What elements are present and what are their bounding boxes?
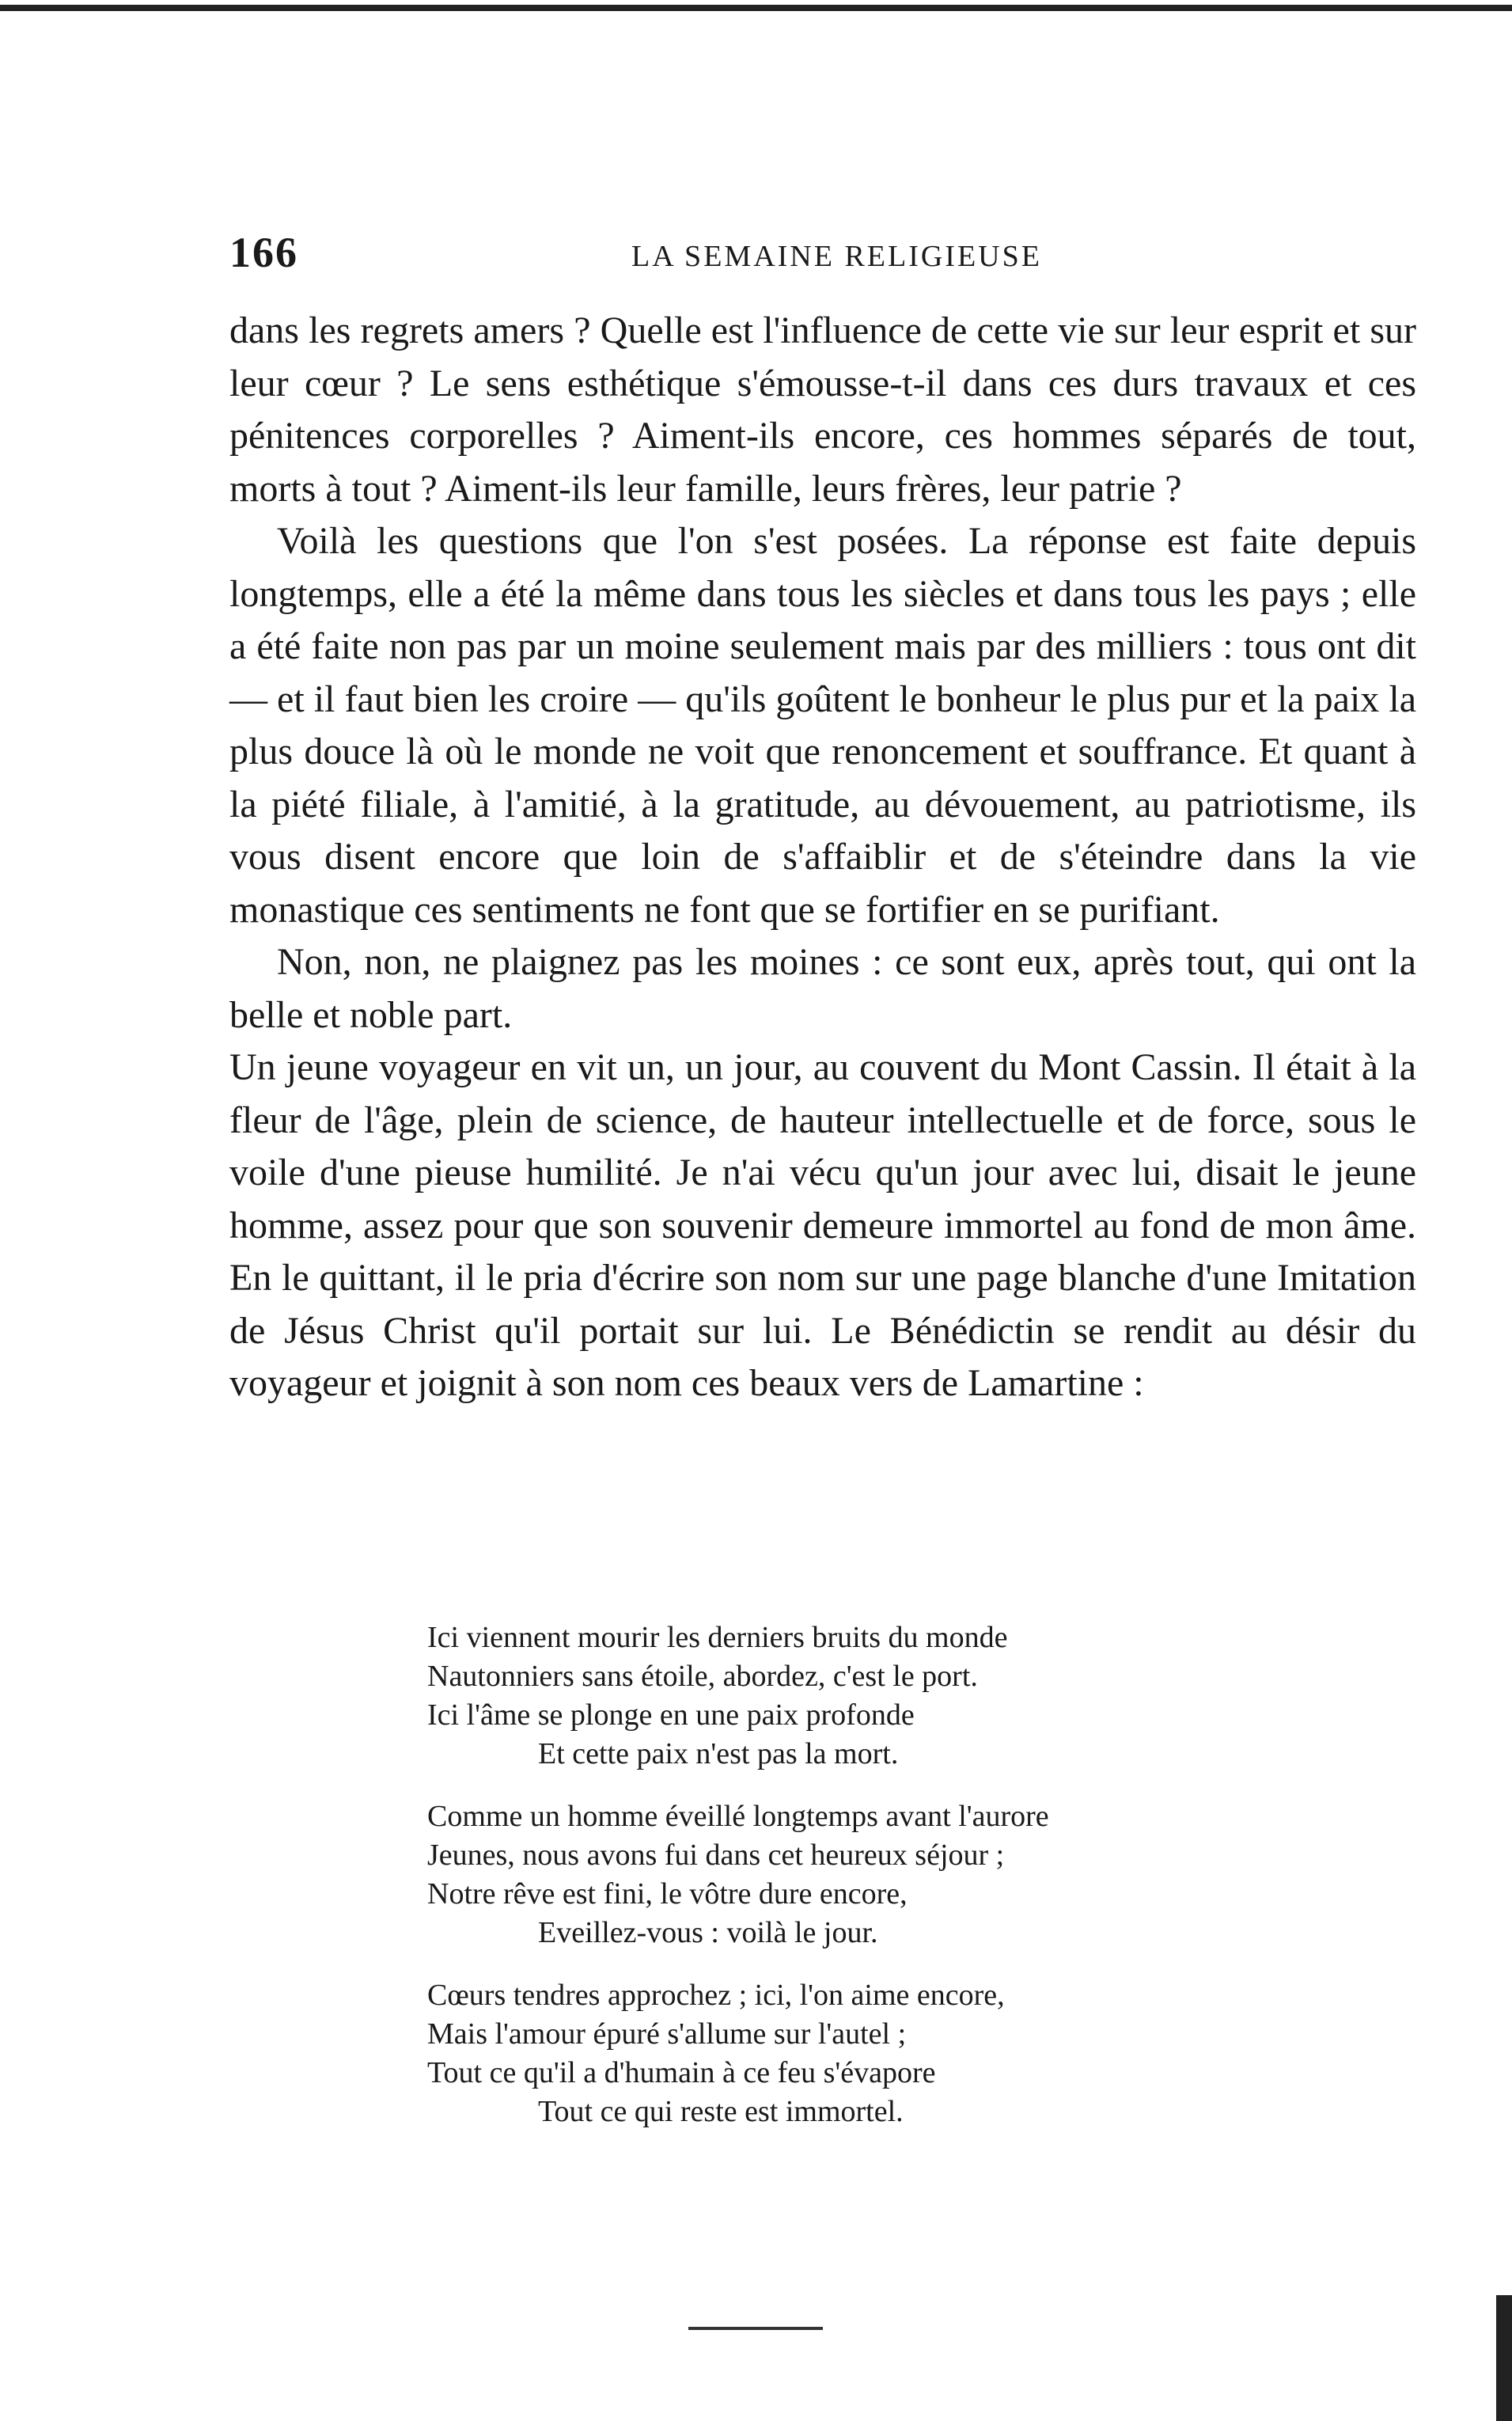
verse-line: Tout ce qui reste est immortel.: [538, 2095, 904, 2128]
verse-line: Comme un homme éveillé longtemps avant l'aurore: [427, 1800, 1049, 1833]
poem: [427, 1618, 1298, 2155]
poem-stanza-1: [427, 1618, 1298, 1774]
running-title: LA SEMAINE RELIGIEUSE: [631, 240, 1042, 273]
verse-line: Ici l'âme se plonge en une paix profonde: [427, 1698, 915, 1732]
paragraph-3: Non, non, ne plaignez pas les moines : ce sont eux, après tout, qui ont la belle et noble part.: [229, 941, 1416, 1036]
page-edge-shadow: [1496, 2295, 1512, 2421]
body-text: [229, 305, 1416, 1410]
verse-line: Jeunes, nous avons fui dans cet heureux séjour ;: [427, 1839, 1005, 1872]
verse-line: Nautonniers sans étoile, abordez, c'est le port.: [427, 1660, 978, 1693]
page-header: [229, 228, 1416, 283]
verse-line: Eveillez-vous : voilà le jour.: [538, 1916, 878, 1949]
verse-line: Mais l'amour épuré s'allume sur l'autel ;: [427, 2017, 907, 2051]
paragraph-1: dans les regrets amers ? Quelle est l'influence de cette vie sur leur esprit et sur leur cœur ? Le sens esthétique s'émousse-t-il dans ces durs travaux et ces pénitences corporelles ? Aiment-ils encore, ces hommes séparés de tout, morts à tout ? Aiment-ils leur famille, leurs frères, leur patrie ?: [229, 309, 1416, 510]
poem-stanza-3: [427, 1976, 1298, 2131]
page-number: 166: [229, 229, 298, 276]
verse-line: Ici viennent mourir les derniers bruits du monde: [427, 1621, 1008, 1654]
closing-rule: [688, 2327, 823, 2330]
paragraph-2: Voilà les questions que l'on s'est posées. La réponse est faite depuis longtemps, elle a été la même dans tous les siècles et dans tous les pays ; elle a été faite non pas par un moine seulement mais par des milliers : tous ont dit — et il faut bien les croire — qu'ils goûtent le bonheur le plus pur et la paix la plus douce là où le monde ne voit que renoncement et souffrance. Et quant à la piété filiale, à l'amitié, à la gratitude, au dévouement, au patriotisme, ils vous disent encore que loin de s'affaiblir et de s'éteindre dans la vie monastique ces sentiments ne font que se fortifier en se purifiant.: [229, 520, 1416, 931]
verse-line: Tout ce qu'il a d'humain à ce feu s'évapore: [427, 2056, 936, 2089]
verse-line: Notre rêve est fini, le vôtre dure encore,: [427, 1877, 908, 1911]
verse-line: Cœurs tendres approchez ; ici, l'on aime encore,: [427, 1979, 1005, 2012]
top-border-rule: [0, 5, 1512, 11]
poem-stanza-2: [427, 1797, 1298, 1952]
paragraph-4: Un jeune voyageur en vit un, un jour, au couvent du Mont Cassin. Il était à la fleur de l'âge, plein de science, de hauteur intellectuelle et de force, sous le voile d'une pieuse humilité. Je n'ai vécu qu'un jour avec lui, disait le jeune homme, assez pour que son souvenir demeure immortel au fond de mon âme. En le quittant, il le pria d'écrire son nom sur une page blanche d'une Imitation de Jésus Christ qu'il portait sur lui. Le Bénédictin se rendit au désir du voyageur et joignit à son nom ces beaux vers de Lamartine :: [229, 1046, 1416, 1404]
verse-line: Et cette paix n'est pas la mort.: [538, 1737, 899, 1770]
